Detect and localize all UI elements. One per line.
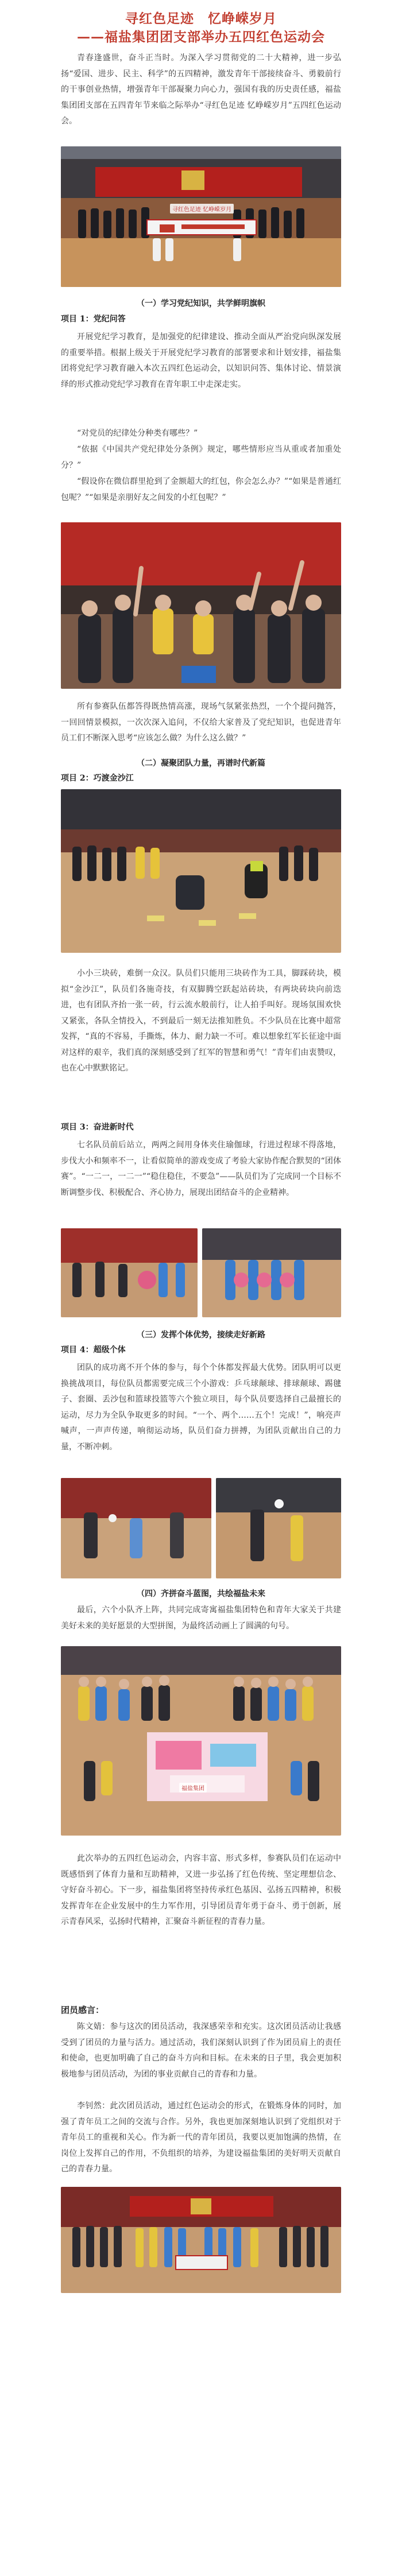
photo-banner-text: 寻红色足迹 忆峥嵘岁月	[170, 204, 234, 214]
yoga-ball-photo-left	[61, 1228, 198, 1317]
section1-paragraph: 开展党纪学习教育，是加强党的纪律建设、推动全面从严治党向纵深发展的重要举措。根据上级关于开展党纪学习教育的部署要求和计划安排，福盐集团将党纪学习教育融入本次五四红色运动会，以知识问答、集体讨论、情景演绎的形式推动党纪学习教育在青年职工中走深走实。	[61, 332, 341, 389]
quiz-photo	[61, 522, 341, 689]
puzzle-caption: 福盐集团	[179, 1783, 207, 1793]
jinsha-crossing-photo	[61, 789, 341, 953]
puzzle-group-photo	[61, 1646, 341, 1836]
section1-heading: （一）学习党纪知识，共学鲜明旗帜	[137, 299, 265, 308]
project1-heading: 项目 1：党纪问答	[61, 315, 126, 324]
project3-heading: 项目 3：奋进新时代	[61, 1123, 134, 1132]
feelings-heading: 团员感言：	[61, 2005, 105, 2015]
quiz-question-1: “对党员的纪律处分种类有哪些？”	[77, 429, 198, 438]
individual-challenge-photo-right	[216, 1478, 341, 1578]
final-group-photo	[61, 2187, 341, 2293]
project2-paragraph: 小小三块砖，难倒一众汉。队员们只能用三块砖作为工具，脚踩砖块，模拟“金沙江”，队员们各施奇技，有双脚腾空跃起站砖块，有两块砖块向前迭进，也有团队齐抬一张一砖，行云流水般前行，让人拍手叫好。现场氛围欢快又紧张，各队全情投入，不到最后一刻无法推知胜负。不少队员在比赛中超常发挥，“真的不容易，手撕炼，体力、耐力缺一不可。难以想象红军长征途中面对这样的艰辛，我们真的深刻感受到了红军的智慧和勇气！”青年们由衷赞叹，也在心中默默铭记。	[61, 969, 341, 1073]
puzzle-paragraph: 最后，六个小队齐上阵，共同完成寄寓福盐集团特色和青年大家关于共建美好未来的美好愿景的大型拼图，为最终活动画上了圆满的句号。	[61, 1605, 341, 1631]
feeling-li: 李钊然：此次团员活动，通过红色运动会的形式，在锻炼身体的同时，加强了青年员工之间的交流与合作。另外，我也更加深刻地认识到了党组织对于青年员工的重视和关心。作为新一代的青年团员，我要以更加饱满的热情，在岗位上发挥自己的作用，不负组织的培养，为建设福盐集团的美好明天贡献自己的青春力量。	[61, 2101, 341, 2174]
group-photo-banner	[61, 146, 341, 287]
quiz-question-3: “假设你在微信群里抢到了金额超大的红包，你会怎么办？”“如果是普通红包呢？”“如果是亲朋好友之间发的小红包呢？”	[61, 477, 341, 502]
section2-heading: （二）凝聚团队力量，再谱时代新篇	[137, 759, 265, 768]
quiz-summary-paragraph: 所有参赛队伍都答得既热情高涨，现场气氛紧张热烈，一个个提问抛答，一回回情景模拟，一次次深入追问，不仅给大家普及了党纪知识，也促进青年员工们不断深入思考“应该怎么做？为什么这么做？”	[61, 702, 341, 743]
intro-paragraph: 青春逢盛世，奋斗正当时。为深入学习贯彻党的二十大精神，进一步弘扬“爱国、进步、民主、科学”的五四精神，激发青年干部接续奋斗、勇毅前行的干事创业热情，增强青年干部凝聚力向心力，强国有我的历史责任感，福盐集团团支部在五四青年节来临之际举办“寻红色足迹 忆峥嵘岁月”五四红色运动会。	[61, 53, 341, 126]
summary-paragraph: 此次举办的五四红色运动会，内容丰富、形式多样，参赛队员们在运动中既感悟到了体育力量和互助精神，又进一步弘扬了红色传统、坚定理想信念、守好奋斗初心。下一步，福盐集团将坚持传承红色基因、弘扬五四精神，积极发挥青年在企业发展中的生力军作用，引导团员青年勇于奋斗、勇于创新，展示青春风采，弘扬时代精神，汇聚奋斗新征程的青春力量。	[61, 1854, 341, 1926]
project4-paragraph: 团队的成功离不开个体的参与，每个个体都发挥最大优势。团队明可以更换挑战项目，每位队员都需要完成三个小游戏：乒乓球颠球、排球颠球、踢毽子、套圈、丢沙包和篮球投篮等六个独立项目，每个队员要选择自己最擅长的运动，尽力为全队争取更多的时间。“一个、两个……五个！完成！”，响亮声喊声，一声声传递，响彻运动场，队员们奋力拼搏，为团队贡献出自己的力量，不断冲刺。	[61, 1363, 341, 1452]
quiz-question-2: “依据《中国共产党纪律处分条例》规定，哪些情形应当从重或者加重处分？”	[61, 445, 341, 470]
article-title-line1: 寻红色足迹 忆峥嵘岁月	[125, 11, 277, 26]
yoga-ball-photo-right	[202, 1228, 341, 1317]
project4-heading: 项目 4：超级个体	[61, 1345, 126, 1355]
section4-heading: （四）齐拼奋斗蓝图，共绘福盐未来	[137, 1589, 265, 1599]
section3-heading: （三）发挥个体优势，接续走好新路	[137, 1330, 265, 1340]
individual-challenge-photo-left	[61, 1478, 211, 1578]
feeling-chen: 陈文婧：参与这次的团员活动，我深感荣幸和充实。这次团员活动让我感受到了团员的力量与活力。通过活动，我们深刻认识到了作为团员肩上的责任和使命，也更加明确了自己的奋斗方向和目标。在未来的日子里，我会更加积极地参与团员活动，为团的事业贡献自己的青春和力量。	[61, 2022, 341, 2079]
project3-paragraph: 七名队员前后站立，两两之间用身体夹住瑜伽球，行进过程球不得落地，步伐大小和频率不一，让看似简单的游戏变成了考验大家协作配合默契的“团体赛”。“一二一，一二一”“稳住稳住，不要急”——队员们为了完成同一个目标不断调整步伐、积极配合、齐心协力，展现出团结奋斗的企业精神。	[61, 1140, 341, 1197]
article-title-line2: ——福盐集团团支部举办五四红色运动会	[77, 29, 325, 45]
project2-heading: 项目 2：巧渡金沙江	[61, 774, 134, 783]
